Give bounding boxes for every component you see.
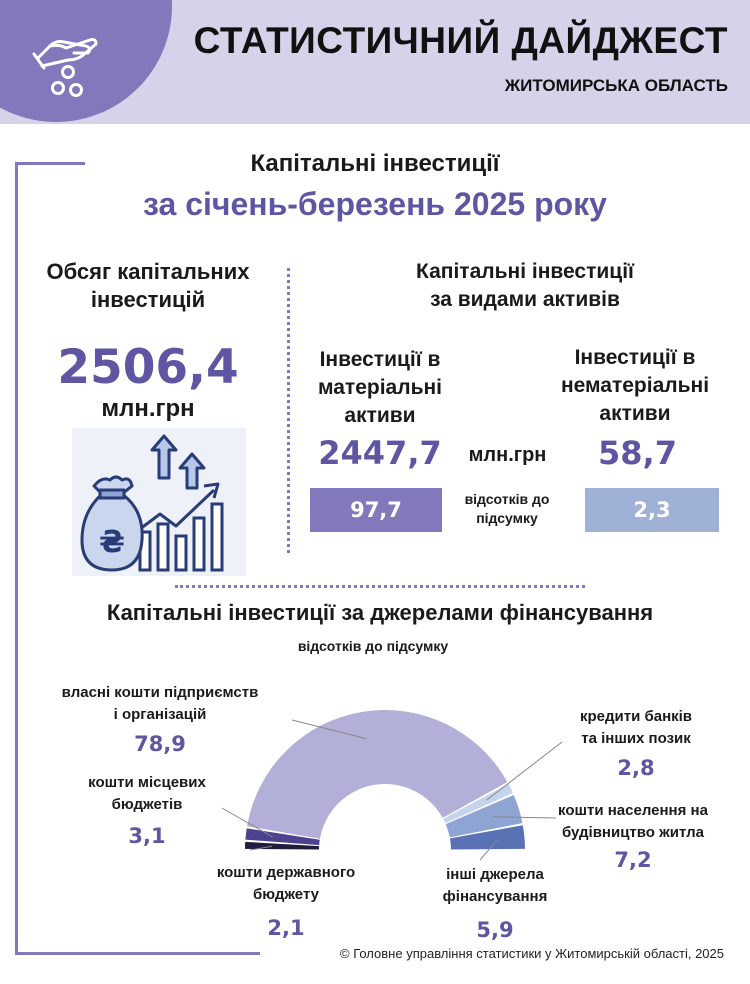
donut-category-label-line: бюджету [252, 886, 320, 903]
tangible-label-line: матеріальні [317, 376, 442, 399]
donut-segment [247, 710, 507, 839]
donut-category-label-line: кошти державного [216, 864, 356, 881]
volume-label-line: інвестицій [90, 287, 206, 312]
intangible-percent-bar: 2,3 [585, 488, 719, 532]
intangible-label [550, 344, 720, 428]
footer-copyright: © Головне управління статистики у Житомирській області, 2025 [340, 946, 724, 961]
section-period: за січень-березень 2025 року [143, 186, 607, 222]
sources-unit: відсотків до підсумку [297, 638, 449, 654]
donut-value-label: 78,9 [134, 732, 186, 756]
tangible-label-line: Інвестиції в [319, 348, 441, 371]
donut-category-label-line: та інших позик [581, 730, 691, 747]
intangible-label-line: нематеріальні [560, 374, 710, 397]
intangible-label-line: активи [599, 402, 671, 425]
donut-category-label-line: власні кошти підприємств [61, 684, 259, 701]
section-title: Капітальні інвестиції [250, 150, 500, 177]
donut-leader-line [292, 720, 366, 739]
percent-note-line: відсотків до [464, 491, 550, 507]
donut-value-label: 7,2 [614, 848, 652, 872]
percent-note [448, 490, 566, 528]
volume-unit: млн.грн [101, 395, 195, 422]
vertical-divider [287, 268, 290, 553]
money-bag-growth-icon [72, 428, 246, 576]
donut-category-label [538, 800, 728, 844]
donut-segment [245, 828, 319, 845]
tangible-label [295, 346, 465, 430]
hand-coins-icon [30, 28, 110, 104]
donut-category-label [548, 706, 724, 750]
intangible-label-line: Інвестиції в [574, 346, 696, 369]
horizontal-divider [175, 585, 585, 588]
tangible-label-line: активи [344, 404, 416, 427]
donut-category-label [420, 864, 570, 908]
donut-segment [450, 825, 525, 849]
donut-leader-line [250, 846, 272, 850]
donut-category-label-line: будівництво житла [561, 824, 705, 841]
donut-value-label: 2,8 [617, 756, 655, 780]
frame-left-line [15, 162, 18, 954]
region-name: ЖИТОМИРСЬКА ОБЛАСТЬ [504, 76, 728, 95]
percent-note-line: підсумку [476, 510, 538, 526]
assets-title-line: за видами активів [430, 288, 620, 311]
donut-leader-line [480, 840, 498, 860]
donut-category-label-line: кошти місцевих [88, 774, 206, 791]
assets-unit: млн.грн [468, 444, 547, 466]
donut-category-label [40, 682, 280, 726]
donut-segment [443, 784, 513, 823]
sources-title: Капітальні інвестиції за джерелами фінансування [106, 600, 654, 625]
assets-title-line: Капітальні інвестиції [416, 260, 634, 283]
volume-label-line: Обсяг капітальних [46, 259, 250, 284]
donut-segment [446, 795, 523, 837]
donut-category-label-line: інші джерела [446, 866, 544, 883]
volume-label [28, 258, 268, 314]
donut-value-label: 2,1 [267, 916, 305, 940]
donut-category-label [196, 862, 376, 906]
frame-bottom-line [15, 952, 260, 955]
volume-value: 2506,4 [57, 340, 239, 395]
donut-category-label-line: фінансування [442, 888, 548, 905]
donut-segment [245, 842, 319, 850]
donut-category-label-line: кошти населення на [558, 802, 708, 819]
donut-category-label-line: кредити банків [579, 708, 693, 725]
donut-category-label-line: бюджетів [111, 796, 183, 813]
donut-value-label: 3,1 [128, 824, 166, 848]
intangible-value: 58,7 [598, 434, 677, 472]
tangible-percent-bar: 97,7 [310, 488, 442, 532]
page-title: СТАТИСТИЧНИЙ ДАЙДЖЕСТ [193, 20, 728, 61]
assets-title [330, 258, 720, 314]
donut-category-label [52, 772, 242, 816]
donut-value-label: 5,9 [476, 918, 514, 942]
svg-text:₴: ₴ [99, 525, 125, 560]
donut-category-label-line: і організацій [113, 706, 207, 723]
tangible-value: 2447,7 [318, 434, 442, 472]
